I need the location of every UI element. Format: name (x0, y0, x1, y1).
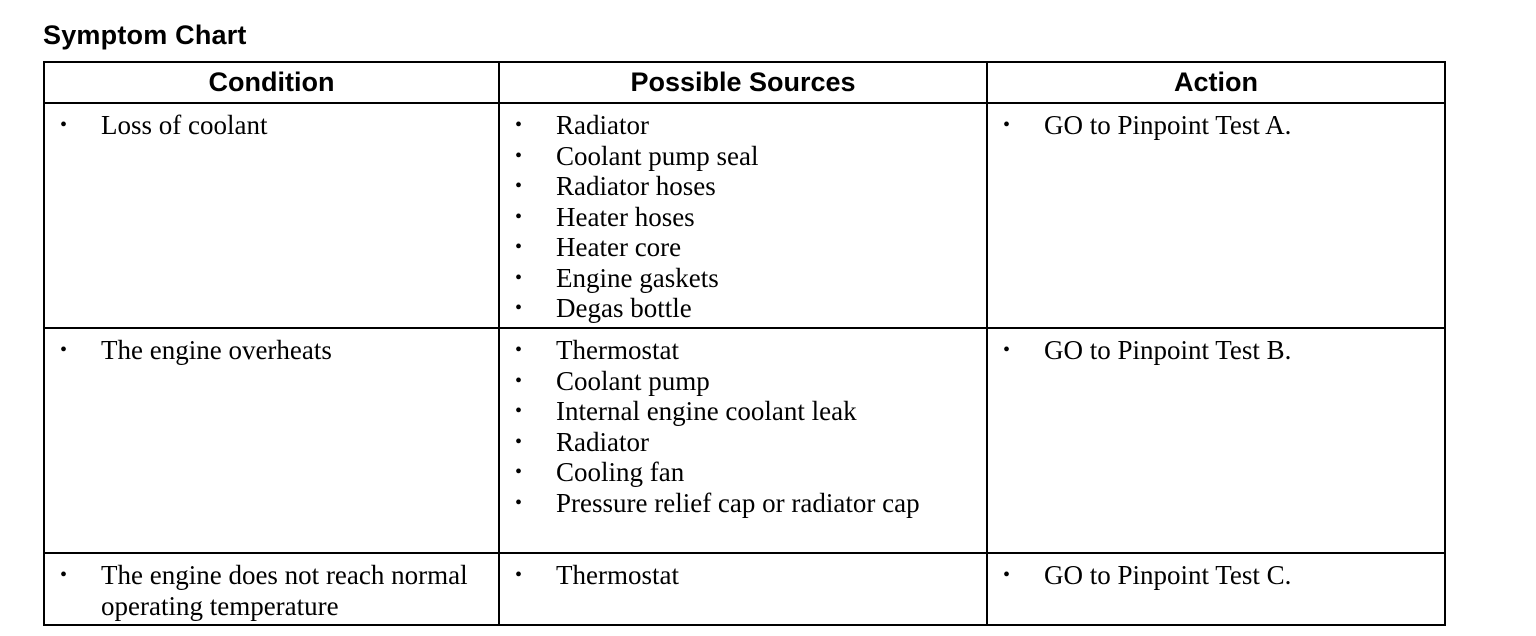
sources-list (500, 329, 986, 518)
bullet-icon: • (60, 114, 68, 136)
action-text: GO to Pinpoint Test C. (1044, 560, 1292, 590)
symptom-table (43, 61, 1446, 626)
bullet-icon: • (1003, 564, 1011, 586)
source-text: Thermostat (556, 335, 679, 365)
page-title: Symptom Chart (43, 20, 247, 50)
condition-cell (44, 103, 499, 328)
bullet-icon: • (515, 114, 523, 136)
bullet-icon: • (515, 430, 523, 453)
condition-text: The engine overheats (101, 335, 332, 365)
action-cell (987, 328, 1445, 553)
list-item (988, 110, 1436, 141)
table-row (44, 553, 1445, 625)
action-cell (987, 103, 1445, 328)
condition-list (45, 329, 498, 366)
source-text: Engine gaskets (556, 262, 719, 293)
source-text: Coolant pump (556, 365, 710, 396)
list-item (500, 263, 978, 294)
bullet-icon: • (515, 491, 523, 514)
source-text: Radiator (556, 110, 649, 140)
column-header-possible-sources: Possible Sources (499, 62, 987, 103)
sources-cell (499, 553, 987, 625)
action-text: GO to Pinpoint Test A. (1044, 110, 1292, 140)
source-text: Radiator (556, 426, 649, 457)
source-text: Pressure relief cap or radiator cap (556, 487, 920, 518)
condition-list (45, 554, 498, 621)
table-row (44, 103, 1445, 328)
list-item (500, 202, 978, 233)
sources-list (500, 104, 986, 324)
list-item (45, 560, 490, 621)
source-text: Heater core (556, 232, 682, 262)
bullet-icon: • (515, 205, 523, 228)
list-item (45, 110, 490, 141)
source-text: Coolant pump seal (556, 140, 759, 171)
condition-text: Loss of coolant (101, 110, 268, 140)
list-item (988, 560, 1436, 591)
source-text: Radiator hoses (556, 171, 716, 201)
bullet-icon: • (515, 369, 523, 392)
bullet-icon: • (60, 339, 68, 361)
list-item (500, 457, 978, 488)
list-item (500, 141, 978, 172)
source-text: Heater hoses (556, 201, 695, 232)
bullet-icon: • (515, 175, 523, 197)
bullet-icon: • (515, 144, 523, 167)
source-text: Thermostat (556, 560, 679, 590)
condition-cell (44, 328, 499, 553)
sources-cell (499, 328, 987, 553)
source-text: Cooling fan (556, 457, 685, 487)
list-item (500, 293, 978, 324)
sources-cell (499, 103, 987, 328)
column-header-action: Action (987, 62, 1445, 103)
bullet-icon: • (1003, 114, 1011, 136)
action-list (988, 554, 1444, 591)
bullet-icon: • (515, 400, 523, 422)
table-row (44, 328, 1445, 553)
action-list (988, 104, 1444, 141)
list-item (500, 335, 978, 366)
condition-list (45, 104, 498, 141)
action-cell (987, 553, 1445, 625)
list-item (500, 366, 978, 397)
action-text: GO to Pinpoint Test B. (1044, 335, 1292, 365)
list-item (500, 427, 978, 458)
list-item (500, 171, 978, 202)
bullet-icon: • (515, 564, 523, 586)
bullet-icon: • (515, 236, 523, 258)
bullet-icon: • (515, 339, 523, 361)
sources-list (500, 554, 986, 591)
bullet-icon: • (515, 297, 523, 319)
column-header-condition: Condition (44, 62, 499, 103)
list-item (500, 396, 978, 427)
list-item (988, 335, 1436, 366)
condition-text: The engine does not reach normal operating temperature (101, 560, 468, 621)
list-item (500, 488, 978, 519)
bullet-icon: • (515, 461, 523, 483)
bullet-icon: • (60, 564, 68, 586)
bullet-icon: • (515, 266, 523, 289)
list-item (500, 560, 978, 591)
list-item (45, 335, 490, 366)
source-text: Degas bottle (556, 293, 692, 323)
list-item (500, 232, 978, 263)
list-item (500, 110, 978, 141)
table-header-row (44, 62, 1445, 103)
source-text: Internal engine coolant leak (556, 396, 857, 426)
action-list (988, 329, 1444, 366)
condition-cell (44, 553, 499, 625)
bullet-icon: • (1003, 339, 1011, 361)
